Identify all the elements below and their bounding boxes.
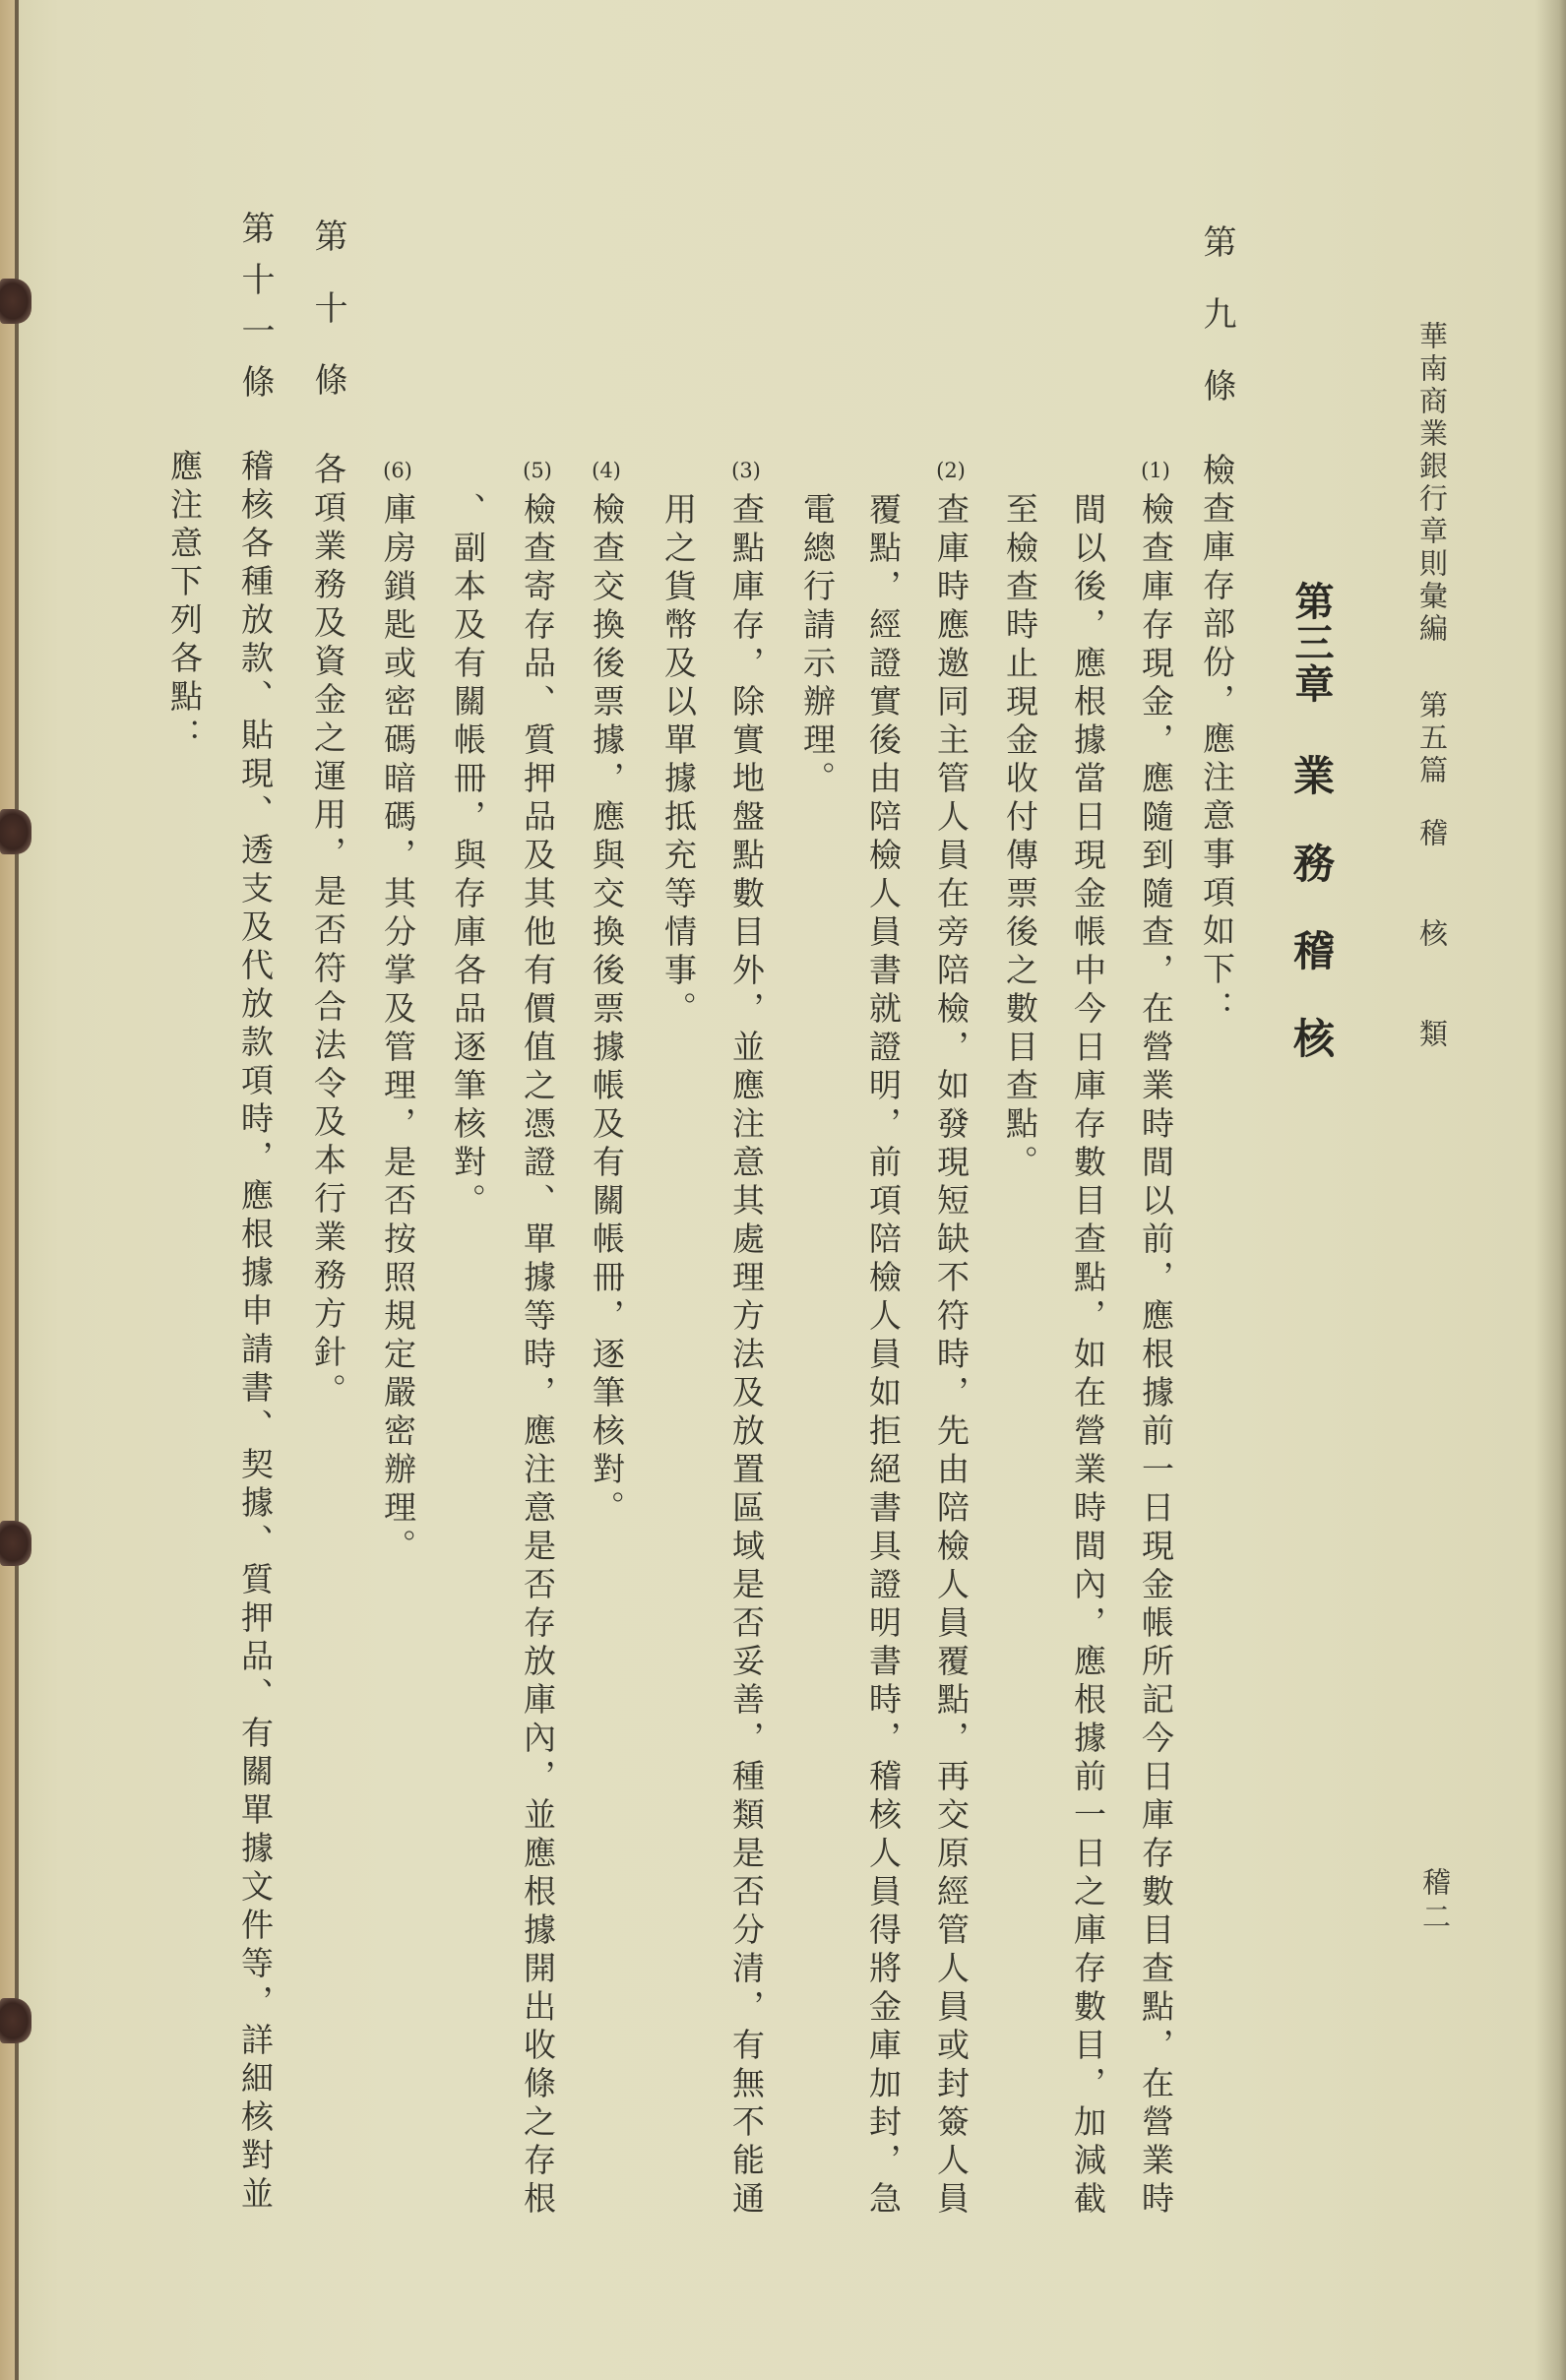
item-marker: (1) [1141, 459, 1170, 482]
item-text-line: 檢查庫存現金，應隨到隨查，在營業時間以前，應根據前一日現金帳所記今日庫存數目查點，在營業時 [1137, 492, 1175, 2220]
article-text-line: 檢查庫存部份，應注意事項如下： [1198, 453, 1236, 1029]
item-marker: (2) [936, 459, 966, 482]
running-header-category-2: 核 [1415, 918, 1449, 951]
page-number: 稽二 [1418, 1867, 1452, 1936]
binding-stitch-icon [0, 279, 31, 324]
running-header-book-title: 華南商業銀行章則彙編 [1415, 321, 1449, 646]
article-text-line: 稽核各種放款、貼現、透支及代放款項時，應根據申請書、契據、質押品、有關單據文件等，詳細核對並 [236, 449, 275, 2215]
item-text-line: 檢查交換後票據，應與交換後票據帳及有關帳冊，逐筆核對。 [588, 492, 626, 1529]
binding-stitch-icon [0, 809, 31, 854]
article-label: 第九條 [1197, 224, 1236, 440]
running-header-part: 第五篇 [1415, 690, 1449, 787]
item-text-line: 庫房鎖匙或密碼暗碼，其分掌及管理，是否按照規定嚴密辦理。 [379, 492, 417, 1567]
item-text-line: 電總行請示辦理。 [798, 492, 837, 799]
item-text-line: 至檢查時止現金收付傳票後之數目查點。 [1001, 492, 1039, 1183]
chapter-title: 業務稽核 [1287, 754, 1336, 1104]
running-header-category-3: 類 [1415, 1019, 1449, 1051]
item-text-line: 檢查寄存品、質押品及其他有價值之憑證、單據等時，應注意是否存放庫內，並應根據開出收條之存根 [519, 492, 557, 2220]
item-marker: (3) [731, 459, 761, 482]
item-text-line: 、副本及有關帳冊，與存庫各品逐筆核對。 [449, 492, 487, 1221]
running-header-category-1: 稽 [1415, 818, 1449, 850]
binding-stitch-icon [0, 1998, 31, 2043]
article-label: 第十條 [308, 219, 347, 434]
article-text-line: 各項業務及資金之運用，是否符合法令及本行業務方針。 [309, 452, 347, 1411]
chapter-number: 第三章 [1288, 581, 1335, 705]
item-marker: (6) [383, 459, 412, 482]
item-text-line: 間以後，應根據當日現金帳中今日庫存數目查點，如在營業時間內，應根據前一日之庫存數目，加減截 [1069, 492, 1107, 2220]
item-marker: (4) [592, 459, 621, 482]
item-text-line: 覆點，經證實後由陪檢人員書就證明，前項陪檢人員如拒絕書具證明書時，稽核人員得將金庫加封，急 [864, 492, 903, 2220]
binding-stitch-icon [0, 1521, 31, 1566]
item-marker: (5) [523, 459, 552, 482]
article-label: 第十一條 [235, 211, 275, 415]
item-text-line: 查庫時應邀同主管人員在旁陪檢，如發現短缺不符時，先由陪檢人員覆點，再交原經管人員或封簽人員 [932, 492, 971, 2220]
article-text-line: 應注意下列各點： [165, 449, 204, 756]
item-text-line: 用之貨幣及以單據抵充等情事。 [659, 492, 698, 1030]
item-text-line: 查點庫存，除實地盤點數目外，並應注意其處理方法及放置區域是否妥善，種類是否分清，有無不能通 [727, 492, 766, 2220]
